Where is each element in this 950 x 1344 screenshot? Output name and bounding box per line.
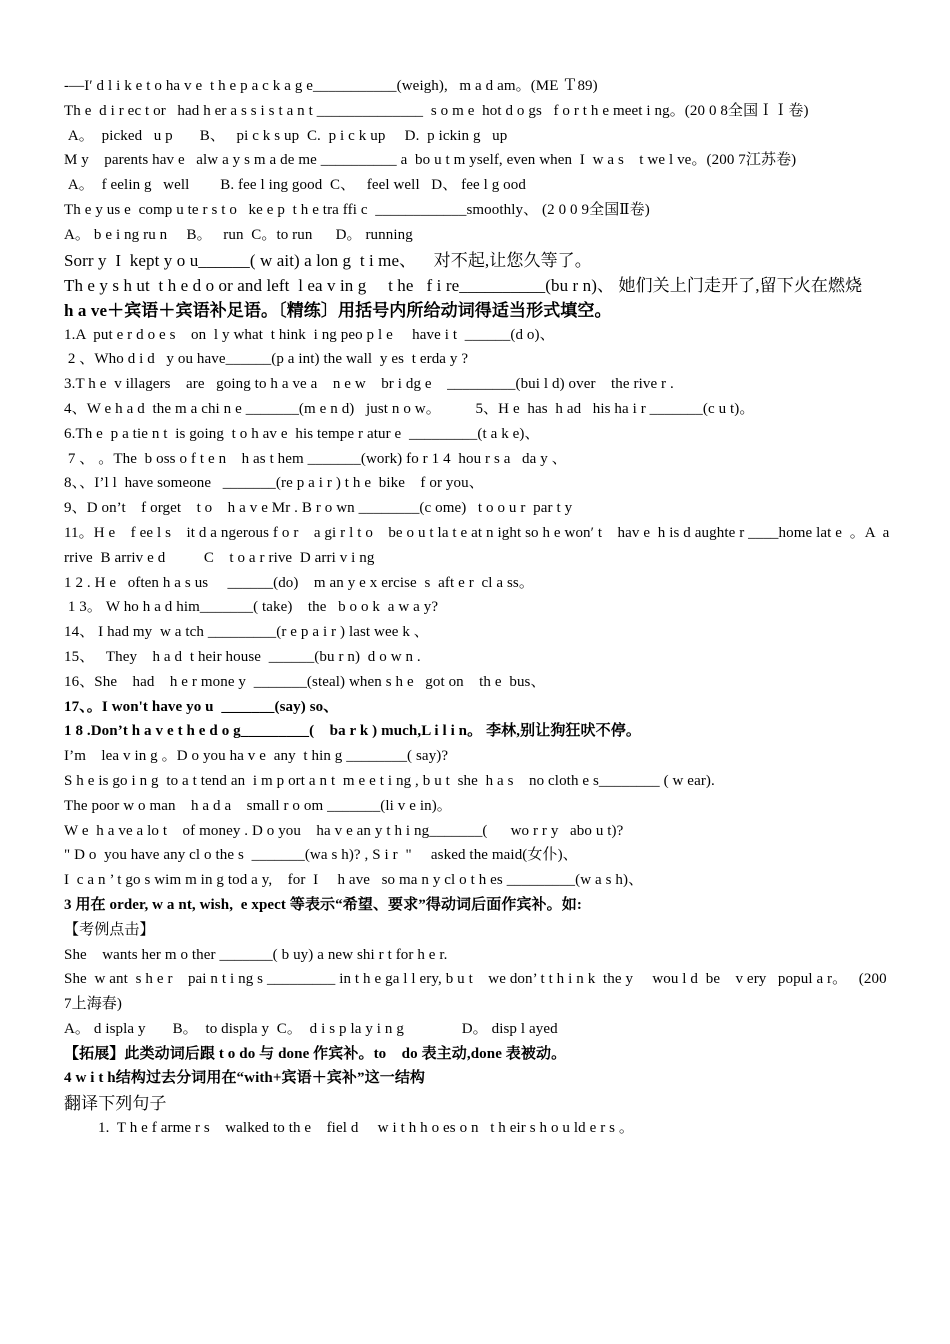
exercise-item: 1.A put e r d o e s on l y what t hink i ng peo p l e have i t ______(d o)、: [64, 326, 555, 343]
exercise-item: 4、W e h a d the m a chi n e _______(m e n d) just n o w。 5、H e has h ad his ha i r _______(c u t)。: [64, 400, 755, 417]
exercise-item: W e h a ve a lo t of money . D o you ha v e an y t h i ng_______( wo r r y abo u t)?: [64, 822, 624, 839]
example-heading: 【考例点击】: [64, 921, 155, 938]
exercise-item: " D o you have any cl o the s _______(wa s h)? , S i r " asked the maid(女仆)、: [64, 847, 578, 864]
section-heading: h a ve＋宾语＋宾语补足语。〔精练〕用括号内所给动词得适当形式填空。: [64, 300, 612, 320]
exercise-item: 9、D on’t f orget t o h a v e Mr . B r o wn ________(c ome) t o o u r par t y: [64, 500, 573, 517]
exercise-item: 15、 They h a d t heir house ______(bu r n) d o w n .: [64, 648, 421, 665]
text-line: Th e y s h ut t h e d o or and left l ea v in g t he f i re__________(bu r n)、 她们关上门走开了,留下火在燃烧: [64, 275, 863, 295]
section-heading: 4 w i t h结构过去分词用在“with+宾语＋宾补”这一结构: [64, 1070, 426, 1087]
exercise-item: 17、。I won't have yo u _______(say) so、: [64, 698, 339, 715]
exercise-item: 2 、Who d i d y ou have______(p a int) the wall y es t erda y ?: [64, 351, 469, 368]
exercise-item: 7 、 。The b oss o f t e n h as t hem _______(work) fo r 1 4 hou r s a da y 、: [64, 450, 567, 467]
exercise-item: 11。H e f ee l s it d a ngerous f o r a gi r l t o be o u t la t e at n ight so h e won′ t hav e h is d aughte r ____home lat e 。A a rrive B arriv e d C t o a r rive D arri v i ng: [64, 524, 894, 566]
exercise-item: 16、She had h e r mone y _______(steal) when s h e got on th e bus、: [64, 673, 546, 690]
exercise-item: 14、 I had my w a tch _________(r e p a i r ) last wee k 、: [64, 624, 429, 641]
exercise-item: 1 2 . H e often h a s us ______(do) m an y e x ercise s aft e r cl a ss。: [64, 574, 534, 591]
exercise-item: 6.Th e p a tie n t is going t o h av e his tempe r atur e _________(t a k e)、: [64, 425, 540, 442]
exercise-item: I’m lea v in g 。D o you ha v e any t hin g ________( say)?: [64, 748, 449, 765]
extension-note: 【拓展】此类动词后跟 t o do 与 done 作宾补。to do 表主动,done 表被动。: [64, 1045, 567, 1062]
exercise-item: S h e is go i n g to a t tend an i m p ort a n t m e e t i ng , b u t she h a s no cloth e s________ ( w ear).: [64, 772, 715, 789]
text-line: A。 f eelin g well B. fee l ing good C、 feel well D、 fee l g ood: [64, 177, 526, 194]
translation-heading: 翻译下列句子: [64, 1094, 167, 1114]
exercise-item: 1 8 .Don’t h a v e t h e d o g_________( ba r k ) much,L i l i n。 李林,别让狗狂吠不停。: [64, 723, 641, 740]
text-line: Th e d i r ec t or had h er a s s i s t a n t ______________ s o m e hot d o gs f o r t h e meet i ng。(20 0 8全国ＩＩ卷): [64, 102, 809, 119]
section-heading: 3 用在 order, w a nt, wish, e xpect 等表示“希望、要求”得动词后面作宾补。如:: [64, 896, 582, 913]
text-line: Th e y us e comp u te r s t o ke e p t h e tra ffi c ____________smoothly、 (2 0 0 9全国Ⅱ卷): [64, 201, 650, 218]
text-line: M y parents hav e alw a y s m a de me __________ a bo u t m yself, even when I w a s t we l ve。(200 7江苏卷): [64, 152, 797, 169]
exercise-item: I c a n ’ t go s wim m in g tod a y, for I h ave so ma n y cl o t h es _________(w a s h)、: [64, 872, 644, 889]
answer-options: A。 d ispla y B。 to displa y C。 d i s p la y i n g D。 disp l ayed: [64, 1020, 558, 1037]
exercise-item: She wants her m o ther _______( b uy) a new shi r t for h e r.: [64, 946, 448, 963]
exercise-item: The poor w o man h a d a small r o om _______(li v e in)。: [64, 797, 452, 814]
exercise-item: 1 3。 W ho h a d him_______( take) the b o o k a w a y?: [64, 599, 439, 616]
exercise-item: She w ant s h e r pai n t i ng s _________ in t h e ga l l ery, b u t we don’ t t h i n k the y wou l d be v ery popul a r。 (200 7上海春): [64, 971, 891, 1013]
exercise-item: 8、、I’l l have someone _______(re p a i r ) t h e bike f or you、: [64, 475, 484, 492]
text-line: A。 picked u p B、 pi c k s up C. p i c k up D. p ickin g up: [64, 127, 508, 144]
translation-item: 1. T h e f arme r s walked to th e fiel d w i t h h o es o n t h eir s h o u ld e r s 。: [98, 1120, 635, 1137]
exercise-item: 3.T h e v illagers are going to h a ve a n e w br i dg e _________(bui l d) over the rive r .: [64, 376, 674, 393]
text-line: Sorr y I kept y o u______( w ait) a lon g t i me、 对不起,让您久等了。: [64, 250, 592, 270]
text-line: -—I′ d l i k e t o ha v e t h e p a c k a g e___________(weigh), m a d am。(ME Ｔ89): [64, 78, 598, 94]
text-line: A。 b e i ng ru n B。 run C。to run D。 running: [64, 226, 413, 243]
document-page: [64, 74, 894, 1141]
